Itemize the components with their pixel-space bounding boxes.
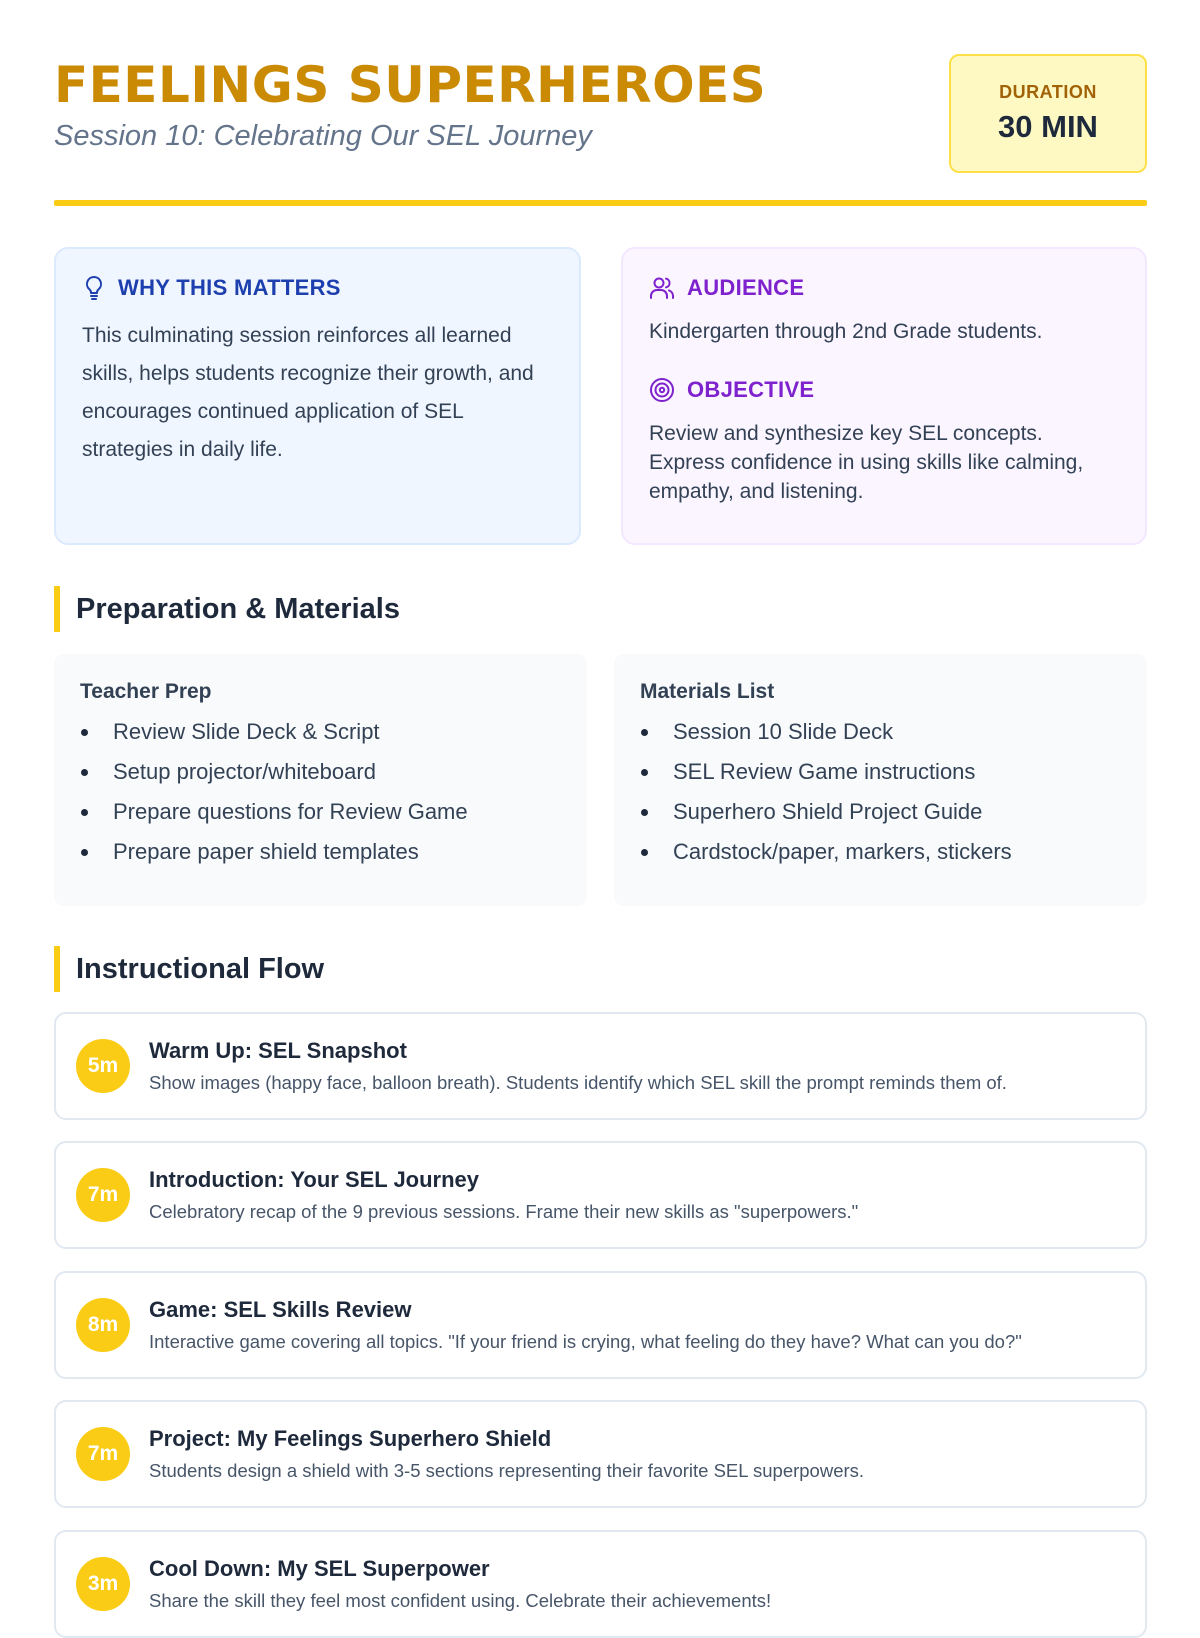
list-item: Session 10 Slide Deck: [640, 712, 1121, 752]
page-title: FEELINGS SUPERHEROES: [54, 56, 767, 114]
flow-step-title: Cool Down: My SEL Superpower: [149, 1556, 490, 1581]
list-item: SEL Review Game instructions: [640, 752, 1121, 792]
users-icon: [649, 276, 675, 300]
flow-step-desc: Celebratory recap of the 9 previous sessions. Frame their new skills as "superpowers.": [149, 1201, 859, 1222]
flow-section-heading: Instructional Flow: [54, 946, 324, 992]
audience-heading-text: AUDIENCE: [687, 275, 805, 300]
objective-heading-text: OBJECTIVE: [687, 377, 815, 402]
why-text: This culminating session reinforces all learned skills, helps students recognize their growth, and encourages continued application of SEL strategies in daily life.: [82, 324, 534, 461]
info-row: [54, 247, 1147, 545]
list-item: Superhero Shield Project Guide: [640, 792, 1121, 832]
flow-step-title: Warm Up: SEL Snapshot: [149, 1038, 407, 1063]
why-heading: [82, 275, 553, 301]
time-badge: 3m: [76, 1557, 130, 1611]
lightbulb-icon: [82, 275, 106, 301]
duration-badge: [949, 54, 1147, 173]
objective-text: Review and synthesize key SEL concepts. Express confidence in using skills like calming, empathy, and listening.: [649, 422, 1084, 503]
target-icon: [649, 377, 675, 403]
time-badge: 7m: [76, 1427, 130, 1481]
audience-text: Kindergarten through 2nd Grade students.: [649, 320, 1043, 343]
duration-label: DURATION: [999, 82, 1097, 102]
list-item: Setup projector/whiteboard: [80, 752, 561, 792]
prep-section-heading: Preparation & Materials: [54, 586, 400, 632]
flow-step-title: Project: My Feelings Superhero Shield: [149, 1426, 552, 1451]
page-subtitle: Session 10: Celebrating Our SEL Journey: [54, 120, 592, 152]
why-heading-text: WHY THIS MATTERS: [118, 275, 341, 300]
materials-list: [640, 712, 1121, 872]
header-divider: [54, 200, 1147, 206]
flow-step-desc: Students design a shield with 3-5 sections representing their favorite SEL superpowers.: [149, 1460, 865, 1481]
why-card: [54, 247, 581, 545]
teacher-prep-title: Teacher Prep: [80, 680, 212, 703]
flow-step: [54, 1400, 1147, 1508]
list-item: Prepare questions for Review Game: [80, 792, 561, 832]
flow-step: [54, 1141, 1147, 1249]
flow-step-desc: Show images (happy face, balloon breath). Students identify which SEL skill the prompt reminds them of.: [149, 1072, 1007, 1093]
audience-card: [621, 247, 1147, 545]
time-badge: 7m: [76, 1168, 130, 1222]
objective-heading: [649, 377, 1119, 403]
flow-step: [54, 1530, 1147, 1638]
list-item: Cardstock/paper, markers, stickers: [640, 832, 1121, 872]
flow-step: [54, 1271, 1147, 1379]
list-item: Review Slide Deck & Script: [80, 712, 561, 752]
teacher-prep-box: [54, 654, 587, 906]
header: [54, 0, 1147, 208]
time-badge: 5m: [76, 1039, 130, 1093]
lesson-plan-page: [54, 0, 1147, 1611]
materials-list-box: [614, 654, 1147, 906]
list-item: Prepare paper shield templates: [80, 832, 561, 872]
flow-step: [54, 1012, 1147, 1120]
materials-list-title: Materials List: [640, 680, 775, 703]
duration-value: 30 MIN: [998, 109, 1098, 144]
flow-step-desc: Share the skill they feel most confident using. Celebrate their achievements!: [149, 1590, 772, 1611]
time-badge: 8m: [76, 1298, 130, 1352]
audience-heading: [649, 275, 1119, 301]
flow-step-desc: Interactive game covering all topics. "If your friend is crying, what feeling do they have? What can you do?": [149, 1331, 1022, 1352]
flow-step-title: Game: SEL Skills Review: [149, 1297, 412, 1322]
flow-step-title: Introduction: Your SEL Journey: [149, 1167, 480, 1192]
teacher-prep-list: [80, 712, 561, 872]
